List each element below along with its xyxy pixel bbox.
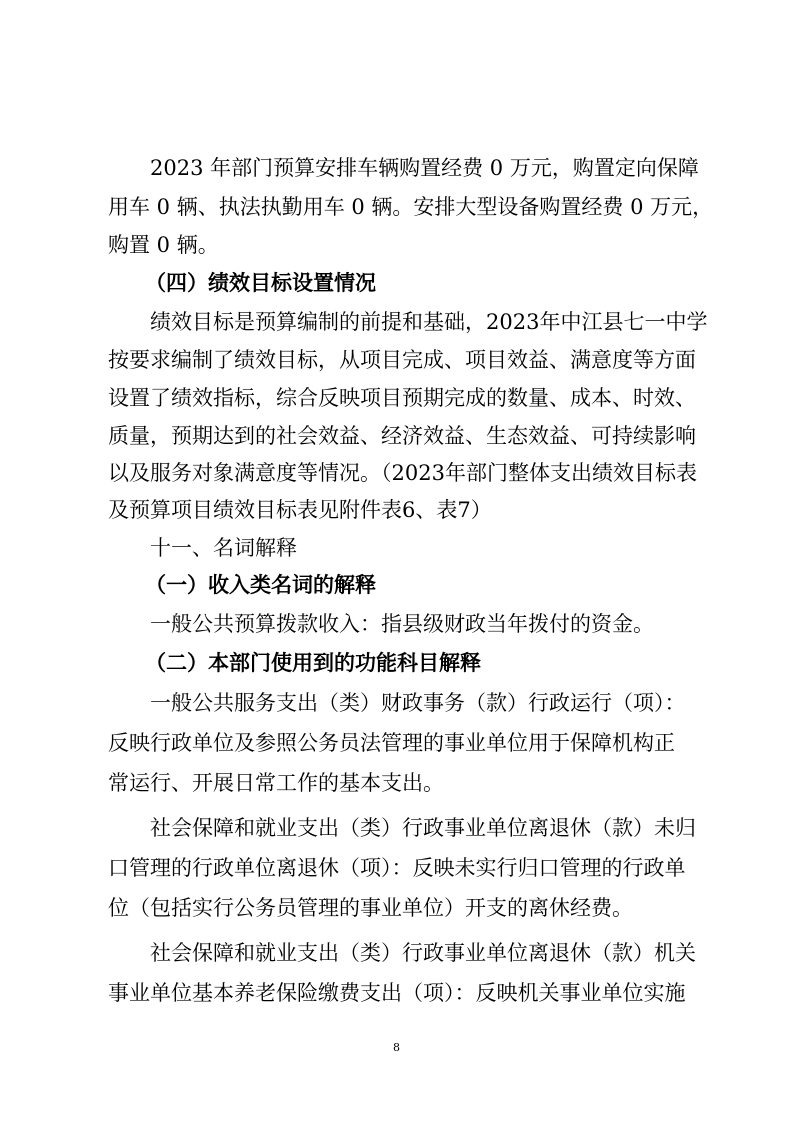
paragraph-vehicle-line-2: 用车 0 辆、执法执勤用车 0 辆。安排大型设备购置经费 0 万元，	[108, 195, 714, 219]
paragraph-retirement-line-2: 口管理的行政单位离退休（项）：反映未实行归口管理的行政单	[108, 856, 686, 880]
paragraph-pension-line-2: 事业单位基本养老保险缴费支出（项）：反映机关事业单位实施	[108, 981, 686, 1005]
paragraph-performance-line-4: 质量，预期达到的社会效益、经济效益、生态效益、可持续影响	[108, 424, 696, 448]
paragraph-retirement-line-3: 位（包括实行公务员管理的事业单位）开支的离休经费。	[108, 896, 633, 920]
paragraph-performance-line-6: 及预算项目绩效目标表见附件表6、表7）	[108, 498, 492, 522]
page-number: 8	[393, 1041, 400, 1054]
paragraph-performance-line-1: 绩效目标是预算编制的前提和基础，2023年中江县七一中学	[150, 310, 708, 334]
paragraph-income-terms: 一般公共预算拨款收入：指县级财政当年拨付的资金。	[150, 612, 654, 636]
paragraph-performance-line-5: 以及服务对象满意度等情况。（2023年部门整体支出绩效目标表	[108, 461, 697, 485]
paragraph-admin-operation-line-1: 一般公共服务支出（类）财政事务（款）行政运行（项）：	[150, 691, 686, 715]
paragraph-performance-line-2: 按要求编制了绩效目标，从项目完成、项目效益、满意度等方面	[108, 348, 696, 372]
paragraph-vehicle-line-3: 购置 0 辆。	[108, 233, 219, 257]
paragraph-retirement-line-1: 社会保障和就业支出（类）行政事业单位离退休（款）未归	[150, 816, 696, 840]
paragraph-admin-operation-line-2: 反映行政单位及参照公务员法管理的事业单位用于保障机构正	[108, 731, 675, 755]
heading-function-terms: （二）本部门使用到的功能科目解释	[145, 651, 481, 675]
paragraph-admin-operation-line-3: 常运行、开展日常工作的基本支出。	[108, 771, 444, 795]
heading-income-terms: （一）收入类名词的解释	[145, 573, 376, 597]
paragraph-performance-line-3: 设置了绩效指标，综合反映项目预期完成的数量、成本、时效、	[108, 386, 696, 410]
paragraph-vehicle-line-1: 2023 年部门预算安排车辆购置经费 0 万元，购置定向保障	[150, 156, 699, 180]
heading-performance-targets: （四）绩效目标设置情况	[145, 271, 376, 295]
paragraph-pension-line-1: 社会保障和就业支出（类）行政事业单位离退休（款）机关	[150, 941, 696, 965]
section-glossary-title: 十一、名词解释	[150, 536, 297, 560]
